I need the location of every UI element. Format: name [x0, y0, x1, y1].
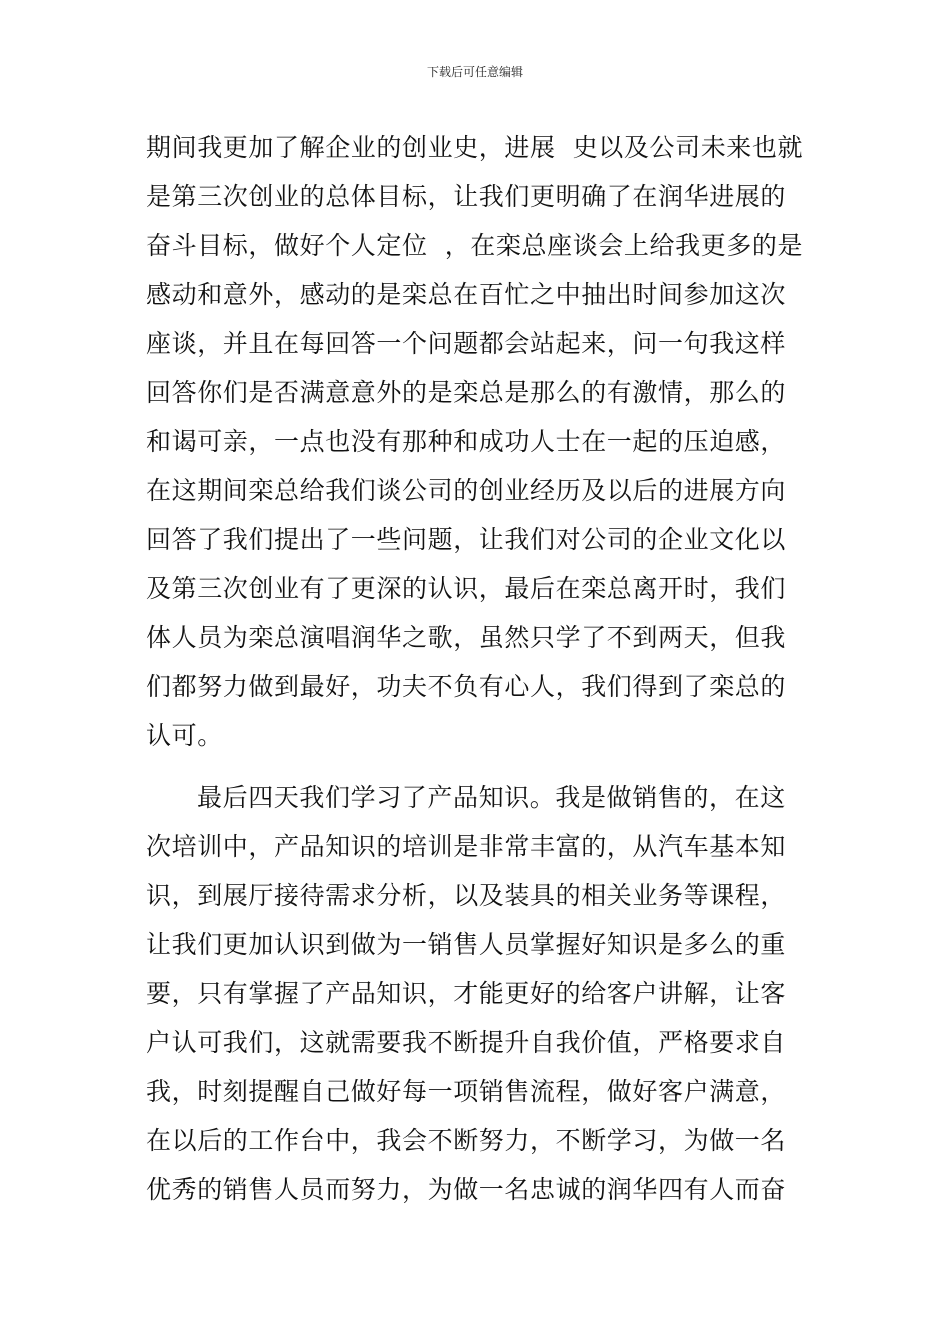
text-line: 在以后的工作台中，我会不断努力，不断学习，为做一名	[146, 1126, 787, 1155]
text-line: 要，只有掌握了产品知识，才能更好的给客户讲解，让客	[146, 979, 787, 1008]
text-line: 座谈，并且在每回答一个问题都会站起来，问一句我这样	[146, 329, 787, 358]
text-line: 及第三次创业有了更深的认识，最后在栾总离开时，我们	[146, 574, 787, 603]
text-line: 次培训中，产品知识的培训是非常丰富的，从汽车基本知	[146, 832, 787, 861]
text-line: 在这期间栾总给我们谈公司的创业经历及以后的进展方向	[146, 476, 787, 505]
text-line: 体人员为栾总演唱润华之歌，虽然只学了不到两天，但我	[146, 623, 787, 652]
text-line: 最后四天我们学习了产品知识。我是做销售的，在这	[197, 783, 786, 812]
text-line: 是第三次创业的总体目标，让我们更明确了在润华进展的	[146, 182, 787, 211]
text-line: 奋斗目标，做好个人定位 ，在栾总座谈会上给我更多的是	[146, 231, 804, 260]
text-line: 认可。	[146, 721, 223, 750]
text-line: 感动和意外，感动的是栾总在百忙之中抽出时间参加这次	[146, 280, 787, 309]
text-line: 回答你们是否满意意外的是栾总是那么的有激情，那么的	[146, 378, 787, 407]
text-line: 让我们更加认识到做为一销售人员掌握好知识是多么的重	[146, 930, 787, 959]
page-header: 下载后可任意编辑	[426, 65, 523, 79]
text-line: 我，时刻提醒自己做好每一项销售流程，做好客户满意，	[146, 1077, 787, 1106]
text-line: 期间我更加了解企业的创业史，进展 史以及公司未来也就	[146, 133, 804, 162]
text-line: 优秀的销售人员而努力，为做一名忠诚的润华四有人而奋	[146, 1175, 787, 1204]
text-line: 识，到展厅接待需求分析，以及装具的相关业务等课程，	[146, 881, 787, 910]
text-line: 户认可我们，这就需要我不断提升自我价值，严格要求自	[146, 1028, 787, 1057]
text-line: 回答了我们提出了一些问题，让我们对公司的企业文化以	[146, 525, 787, 554]
text-line: 和谒可亲，一点也没有那种和成功人士在一起的压迫感，	[146, 427, 787, 456]
text-line: 们都努力做到最好，功夫不负有心人，我们得到了栾总的	[146, 672, 787, 701]
